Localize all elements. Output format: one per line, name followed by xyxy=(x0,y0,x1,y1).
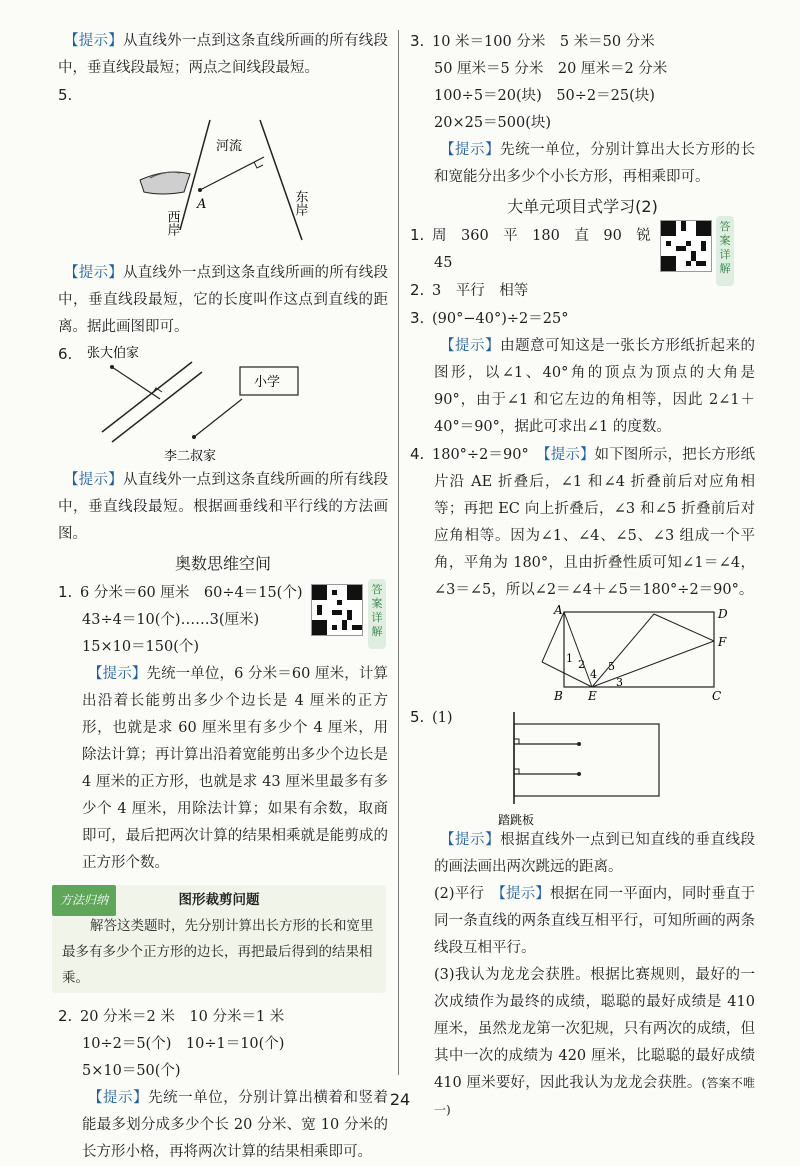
angle-label-4: 4 xyxy=(590,668,597,681)
zhang-home-label: 张大伯家 xyxy=(87,346,140,361)
hint-tag: 【提示】 xyxy=(498,886,551,902)
hint-tag: 【提示】 xyxy=(64,33,123,49)
fig-label-a: A xyxy=(554,604,563,617)
method-text: 解答这类题时，先分别计算出长方形的长和宽里最多有多少个正方形的边长，再把最后得到的结果相乘。 xyxy=(62,918,374,986)
question-number: 5. xyxy=(58,86,73,104)
answer-line: 50 厘米＝5 分米 20 厘米＝2 分米 xyxy=(434,61,668,77)
answer-line: 20×25＝500(块) xyxy=(434,115,552,131)
question-number: 1. xyxy=(410,226,425,244)
method-badge: 方法归纳 xyxy=(52,885,116,916)
hint-text: 根据直线外一点到已知直线的垂直线段的画法画出两次跳远的距离。 xyxy=(434,832,756,875)
west-bank-label: 西岸 xyxy=(164,210,180,236)
answer-note: (答案不唯一) xyxy=(434,1076,755,1117)
question-number: 3. xyxy=(410,32,425,50)
method-summary-box xyxy=(52,885,386,993)
hint-tag: 【提示】 xyxy=(440,142,501,158)
answer-line: (90°−40°)÷2＝25° xyxy=(432,311,569,327)
hint-text: 如下图所示，把长方形纸片沿 AE 折叠后，∠1 和∠4 折叠前后对应角相等；再把 EC 向上折叠后，∠3 和∠5 折叠前后对应角相等。因为∠1、∠4、∠5、∠3 组成一个平角，平角为 180°，且由折叠性质可知∠1＝∠4，∠3＝∠5，所以∠2＝∠4＋∠5＝180°÷2＝90°。 xyxy=(434,447,756,598)
answer-line: 5×10＝50(个) xyxy=(82,1063,181,1079)
answer-line: 20 分米＝2 米 10 分米＝1 米 xyxy=(80,1009,285,1025)
question-number: 2. xyxy=(410,281,425,299)
answer-line: 100÷5＝20(块) 50÷2＝25(块) xyxy=(434,88,655,104)
column-divider xyxy=(398,30,399,1075)
hint-tag: 【提示】 xyxy=(440,832,501,848)
method-title: 图形裁剪问题 xyxy=(178,892,260,908)
hint-tag: 【提示】 xyxy=(440,338,501,354)
hint-tag: 【提示】 xyxy=(88,666,147,682)
point-a-label: A xyxy=(197,197,207,212)
part-label: (1) xyxy=(432,710,453,726)
hint-text: 从直线外一点到这条直线所画的所有线段中，垂直线段最短。根据画垂线和平行线的方法画图。 xyxy=(58,472,388,542)
qr-code-icon[interactable] xyxy=(660,220,712,272)
left-column xyxy=(58,28,388,1166)
question-5 xyxy=(58,82,388,260)
river-diagram xyxy=(82,110,382,260)
question-number: 1. xyxy=(58,583,73,601)
qr-code-icon[interactable] xyxy=(311,584,363,636)
question-number: 3. xyxy=(410,309,425,327)
unit-question-1 xyxy=(410,222,755,277)
answer-line: 45 xyxy=(434,255,453,271)
hint-text: 由题意可知这是一张长方形纸折起来的图形，以∠1、40°角的顶点为顶点的大角是 90°，由于∠1 和它左边的角相等，因此 2∠1＋40°＝90°，据此可求出∠1 的度数。 xyxy=(434,338,756,435)
unit-question-4 xyxy=(410,441,755,704)
hint-paragraph xyxy=(434,827,755,881)
answer-line: 周 360 平 180 直 90 锐 xyxy=(432,228,651,244)
east-bank-label: 东岸 xyxy=(292,190,308,216)
angle-label-1: 1 xyxy=(566,652,573,665)
question-2 xyxy=(58,1003,388,1166)
fig-label-f: F xyxy=(718,635,727,649)
hint-paragraph xyxy=(58,28,388,82)
takeoff-board-label: 踏跳板 xyxy=(498,813,535,827)
river-label: 河流 xyxy=(216,139,243,154)
hint-text: 从直线外一点到这条直线所画的所有线段中，垂直线段最短，它的长度叫作这点到直线的距离。据此画图即可。 xyxy=(58,265,388,335)
fig-label-c: C xyxy=(712,689,722,703)
section-title: 奥数思维空间 xyxy=(174,554,271,573)
hint-text: 从直线外一点到这条直线所画的所有线段中，垂直线段最短；两点之间线段最短。 xyxy=(58,33,388,76)
hint-paragraph xyxy=(434,333,755,441)
home-school-diagram xyxy=(82,342,382,467)
unit-question-5 xyxy=(410,704,755,1124)
answer-text: (3)我认为龙龙会获胜。根据比赛规则，最好的一次成绩作为最终的成绩，聪聪的最好成绩是 410 厘米，虽然龙龙第一次犯规，只有两次的成绩，但其中一次的成绩为 420 厘米，比聪聪的最好成绩 410 厘米要好，因此我认为龙龙会获胜。 xyxy=(434,967,755,1091)
hint-tag: 【提示】 xyxy=(88,1090,149,1106)
hint-tag: 【提示】 xyxy=(64,472,123,488)
answer-line: 180°÷2＝90° xyxy=(432,447,529,463)
part-label: (2)平行 xyxy=(434,886,499,902)
question-3 xyxy=(410,28,755,191)
answer-line: 10 米＝100 分米 5 米＝50 分米 xyxy=(432,34,655,50)
page-number: 24 xyxy=(389,1090,411,1109)
fig-label-e: E xyxy=(588,689,597,703)
hint-text: 根据在同一平面内，同时垂直于同一条直线的两条直线互相平行，可知所画的两条线段互相平行。 xyxy=(434,886,756,956)
angle-label-2: 2 xyxy=(578,658,585,671)
answer-line: 3 平行 相等 xyxy=(432,283,529,299)
answer-line: 43÷4＝10(个)……3(厘米) xyxy=(82,612,260,628)
hint-text: 先统一单位，分别计算出横着和竖着能最多划分成多少个长 20 分米、宽 10 分米的长方形小格，再将两次计算的结果相乘即可。 xyxy=(82,1090,389,1160)
answer-line: 6 分米＝60 厘米 60÷4＝15(个) xyxy=(80,585,303,601)
fig-label-b: B xyxy=(554,689,563,703)
hint-text: 先统一单位，6 分米＝60 厘米，计算出沿着长能剪出多少个边长是 4 厘米的正方形，也就是求 60 厘米里有多少个 4 厘米，用除法计算；再计算出沿着宽能剪出多少个边长是 4 厘米的正方形，也就是求 43 厘米里最多有多少个 4 厘米，用除法计算；如果有余数，取商即可，最后把两次计算的结果相乘就是能剪成的正方形个数。 xyxy=(82,666,388,871)
hint-paragraph xyxy=(82,661,388,877)
answer-paragraph xyxy=(410,441,756,604)
school-label: 小学 xyxy=(254,375,281,390)
answer-line: 15×10＝150(个) xyxy=(82,639,200,655)
boat-icon xyxy=(140,172,190,194)
long-jump-diagram xyxy=(494,712,794,827)
question-6 xyxy=(58,341,388,467)
answer-line: 10÷2＝5(个) 10÷1＝10(个) xyxy=(82,1036,285,1052)
angle-label-5: 5 xyxy=(608,660,615,673)
question-1 xyxy=(58,579,388,877)
fig-label-d: D xyxy=(718,607,728,621)
question-number: 5. xyxy=(410,708,425,726)
answer-paragraph xyxy=(434,881,755,962)
angle-label-3: 3 xyxy=(616,676,623,689)
hint-text: 先统一单位，分别计算出大长方形的长和宽能分出多少个小长方形，再相乘即可。 xyxy=(434,142,756,185)
folding-diagram xyxy=(504,604,800,704)
unit-question-2 xyxy=(410,277,755,305)
hint-tag: 【提示】 xyxy=(64,265,123,281)
li-home-label: 李二叔家 xyxy=(164,449,217,464)
hint-paragraph xyxy=(434,137,755,191)
hint-paragraph xyxy=(58,260,388,341)
section-title: 大单元项目式学习(2) xyxy=(507,197,658,216)
right-column xyxy=(410,28,755,1124)
hint-tag: 【提示】 xyxy=(543,447,595,463)
hint-paragraph xyxy=(58,467,388,548)
answer-detail-tag: 答案详解 xyxy=(716,216,734,286)
question-number: 2. xyxy=(58,1007,73,1025)
question-number: 6. xyxy=(58,345,73,363)
answer-detail-tag: 答案详解 xyxy=(368,579,386,649)
question-number: 4. xyxy=(410,445,425,463)
unit-question-3 xyxy=(410,305,755,441)
